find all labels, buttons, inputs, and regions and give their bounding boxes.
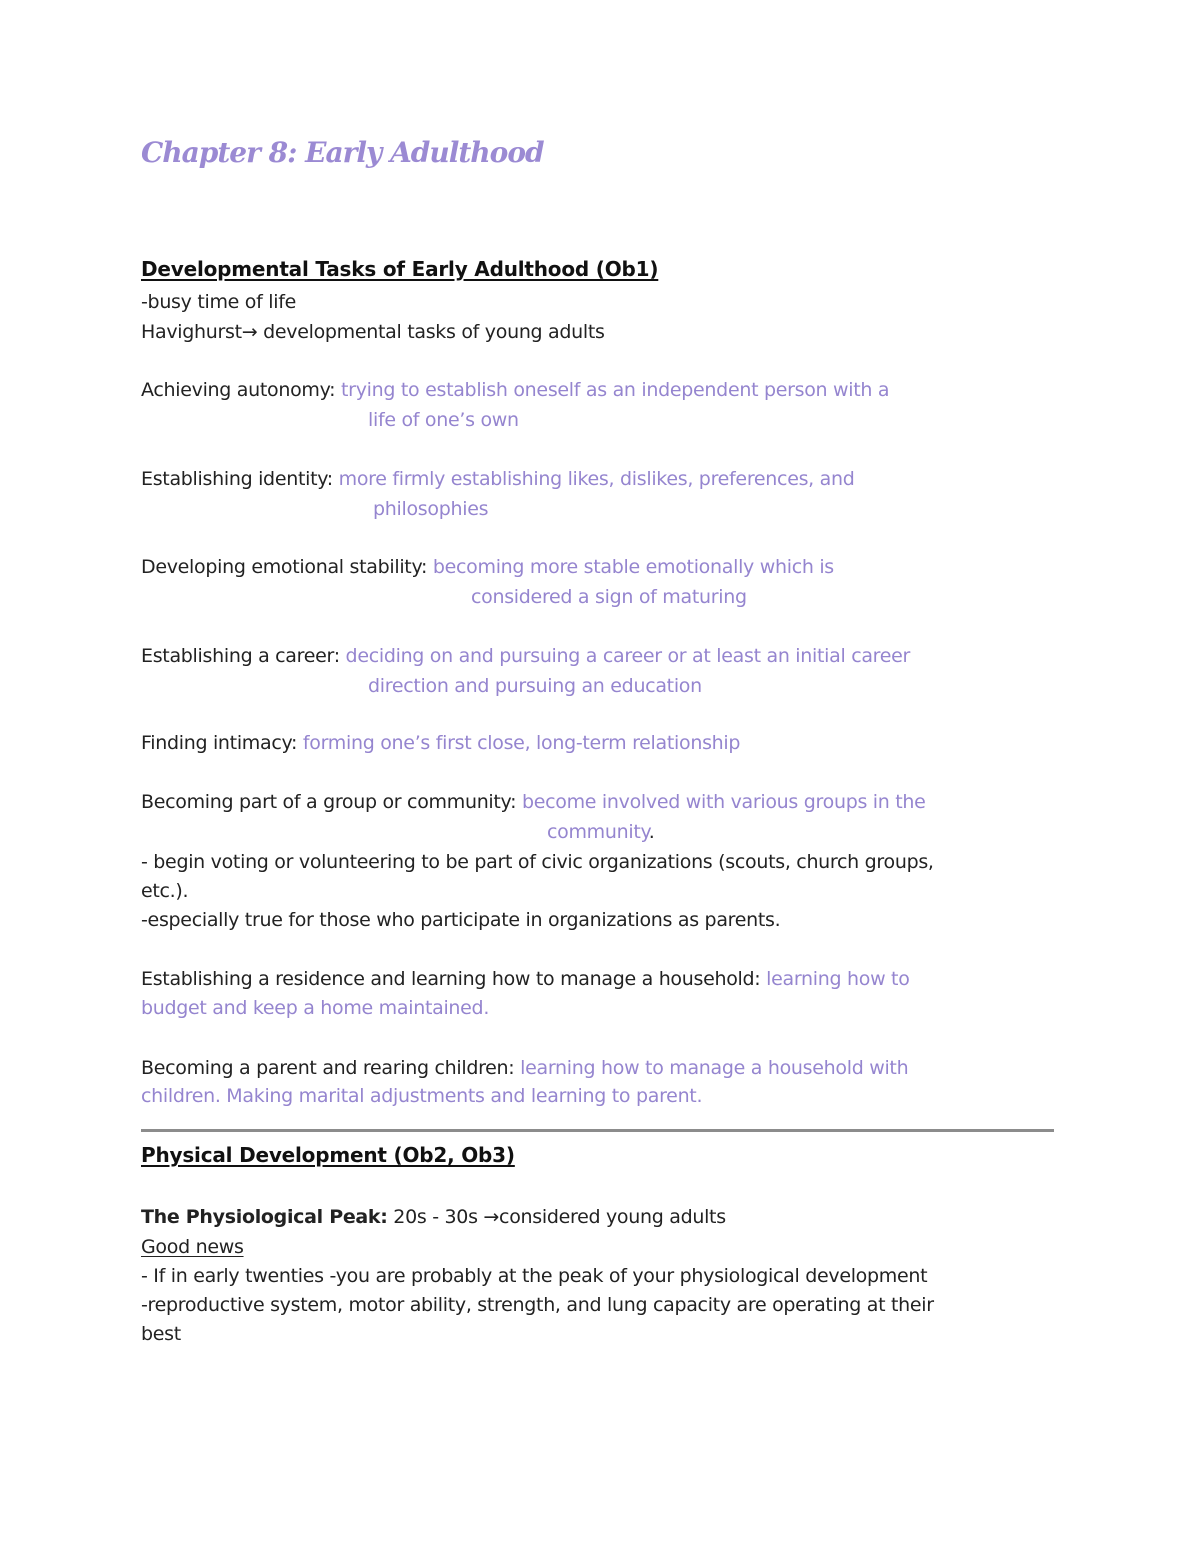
task-definition: learning how to: [760, 968, 910, 990]
task-term: Becoming a parent and rearing children:: [141, 1057, 515, 1079]
task-definition-cont: considered a sign of maturing: [471, 586, 747, 608]
intro-line: -busy time of life: [141, 291, 296, 313]
task-term: Becoming part of a group or community:: [141, 791, 517, 813]
horizontal-divider: [141, 1129, 1054, 1132]
task-definition-cont: children. Making marital adjustments and learning to parent.: [141, 1085, 703, 1107]
page-title: Chapter 8: Early Adulthood: [141, 136, 544, 169]
physical-note: -reproductive system, motor ability, strength, and lung capacity are operating at their: [141, 1294, 934, 1316]
task-term: Achieving autonomy:: [141, 379, 336, 401]
community-note: etc.).: [141, 880, 189, 902]
task-definition: becoming more stable emotionally which is: [427, 556, 834, 578]
task-community: [141, 790, 926, 814]
task-emotional-stability: [141, 555, 834, 579]
task-definition-cont: budget and keep a home maintained.: [141, 997, 490, 1019]
task-identity: [141, 467, 855, 491]
task-autonomy: [141, 378, 889, 402]
task-residence: [141, 967, 910, 991]
task-definition-cont: [547, 820, 655, 844]
task-parent: [141, 1056, 908, 1080]
task-definition: deciding on and pursuing a career or at least an initial career: [339, 645, 911, 667]
task-career: [141, 644, 910, 668]
task-definition: become involved with various groups in the: [516, 791, 926, 813]
task-term: Establishing identity:: [141, 468, 333, 490]
period: .: [648, 821, 655, 843]
peak-text: 20s - 30s →considered young adults: [387, 1206, 726, 1228]
task-definition: forming one’s first close, long-term relationship: [297, 732, 741, 754]
section-heading-physical-development: Physical Development (Ob2, Ob3): [141, 1143, 515, 1167]
task-definition-text: community: [547, 821, 649, 843]
section-heading-developmental-tasks: Developmental Tasks of Early Adulthood (Ob1): [141, 257, 659, 281]
task-term: Developing emotional stability:: [141, 556, 428, 578]
good-news-label: Good news: [141, 1236, 244, 1258]
task-definition-cont: life of one’s own: [368, 409, 519, 431]
physical-note: best: [141, 1323, 181, 1345]
task-definition: trying to establish oneself as an independent person with a: [335, 379, 890, 401]
task-definition: learning how to manage a household with: [514, 1057, 909, 1079]
task-intimacy: [141, 731, 740, 755]
physiological-peak-line: [141, 1205, 726, 1229]
peak-term: The Physiological Peak:: [141, 1206, 388, 1228]
task-definition: more firmly establishing likes, dislikes, preferences, and: [332, 468, 855, 490]
task-definition-cont: philosophies: [373, 498, 489, 520]
community-note: -especially true for those who participate in organizations as parents.: [141, 909, 781, 931]
task-term: Establishing a career:: [141, 645, 340, 667]
task-term: Finding intimacy:: [141, 732, 298, 754]
intro-line: Havighurst→ developmental tasks of young adults: [141, 321, 605, 343]
task-definition-cont: direction and pursuing an education: [368, 675, 702, 697]
community-note: - begin voting or volunteering to be part of civic organizations (scouts, church groups,: [141, 851, 934, 873]
task-term: Establishing a residence and learning how to manage a household:: [141, 968, 761, 990]
physical-note: - If in early twenties -you are probably at the peak of your physiological development: [141, 1265, 928, 1287]
